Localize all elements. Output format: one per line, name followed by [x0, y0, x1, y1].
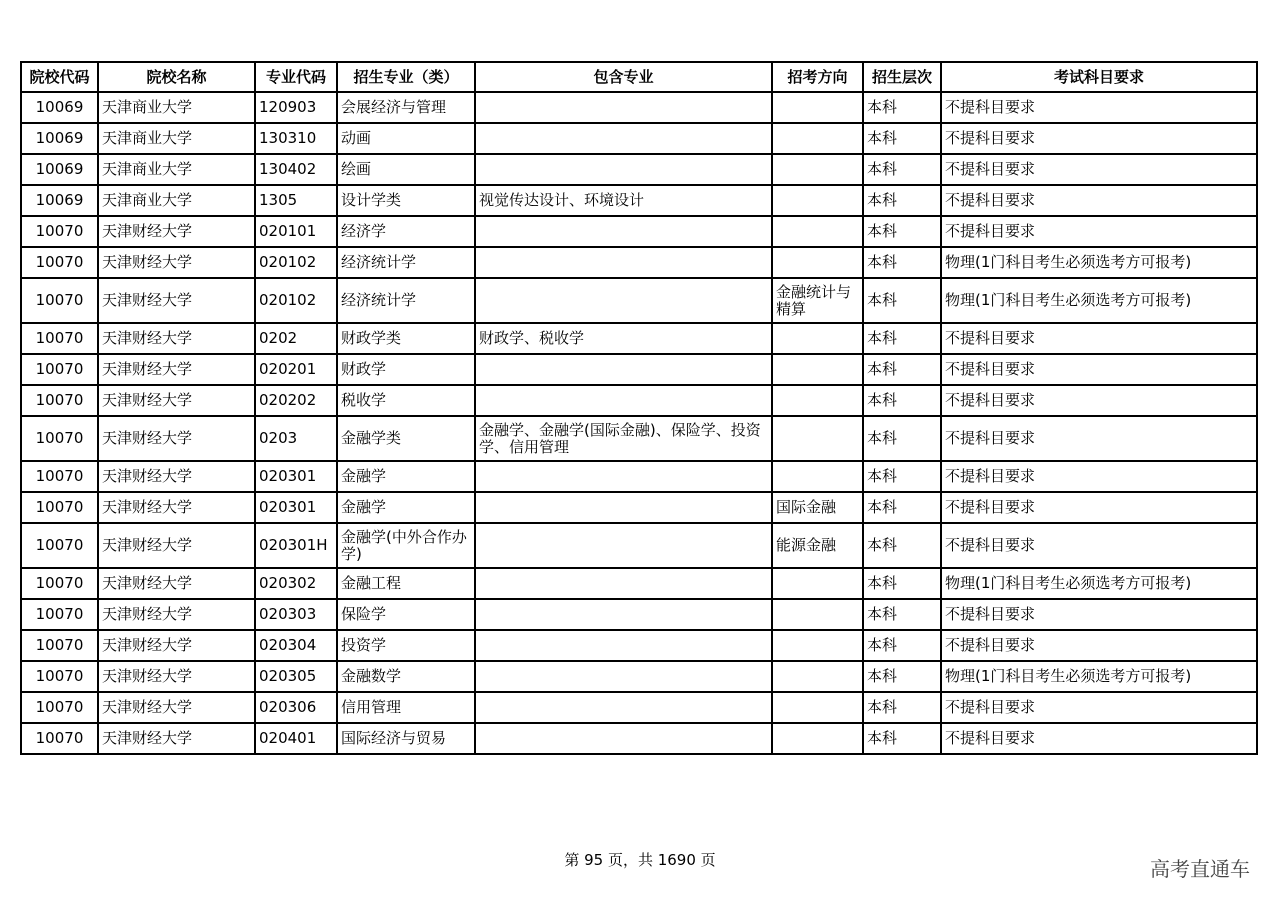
cell-major: 动画 [337, 123, 475, 154]
cell-level: 本科 [863, 185, 941, 216]
cell-level: 本科 [863, 154, 941, 185]
cell-school-code: 10070 [21, 599, 98, 630]
cell-requirement: 不提科目要求 [941, 323, 1257, 354]
cell-requirement: 不提科目要求 [941, 185, 1257, 216]
cell-major-code: 020301 [255, 492, 337, 523]
cell-level: 本科 [863, 416, 941, 461]
cell-direction [772, 568, 863, 599]
cell-requirement: 不提科目要求 [941, 354, 1257, 385]
cell-school-name: 天津财经大学 [98, 247, 255, 278]
cell-school-name: 天津商业大学 [98, 185, 255, 216]
cell-major-code: 020102 [255, 247, 337, 278]
cell-level: 本科 [863, 568, 941, 599]
cell-level: 本科 [863, 599, 941, 630]
cell-requirement: 不提科目要求 [941, 385, 1257, 416]
cell-major-code: 020202 [255, 385, 337, 416]
cell-direction [772, 247, 863, 278]
table-row [21, 323, 1257, 354]
cell-school-name: 天津财经大学 [98, 354, 255, 385]
cell-included-majors: 视觉传达设计、环境设计 [475, 185, 772, 216]
cell-major-code: 020304 [255, 630, 337, 661]
header-major-code: 专业代码 [255, 62, 337, 92]
cell-school-name: 天津财经大学 [98, 278, 255, 323]
cell-requirement: 不提科目要求 [941, 492, 1257, 523]
cell-included-majors [475, 568, 772, 599]
cell-requirement: 不提科目要求 [941, 123, 1257, 154]
cell-direction [772, 216, 863, 247]
cell-requirement: 不提科目要求 [941, 523, 1257, 568]
cell-level: 本科 [863, 461, 941, 492]
cell-included-majors [475, 523, 772, 568]
cell-school-code: 10070 [21, 278, 98, 323]
cell-major-code: 0202 [255, 323, 337, 354]
cell-major: 金融学类 [337, 416, 475, 461]
cell-school-name: 天津财经大学 [98, 216, 255, 247]
table-header [21, 62, 1257, 92]
cell-major: 金融学 [337, 492, 475, 523]
cell-direction [772, 630, 863, 661]
cell-level: 本科 [863, 630, 941, 661]
table-body [21, 92, 1257, 754]
cell-major-code: 020305 [255, 661, 337, 692]
cell-level: 本科 [863, 692, 941, 723]
cell-included-majors [475, 461, 772, 492]
cell-direction [772, 123, 863, 154]
cell-direction: 能源金融 [772, 523, 863, 568]
cell-major-code: 020301 [255, 461, 337, 492]
cell-requirement: 不提科目要求 [941, 599, 1257, 630]
table-row [21, 416, 1257, 461]
cell-school-name: 天津财经大学 [98, 416, 255, 461]
header-school-name: 院校名称 [98, 62, 255, 92]
table-row [21, 661, 1257, 692]
cell-direction [772, 154, 863, 185]
cell-school-code: 10070 [21, 723, 98, 754]
cell-major-code: 020101 [255, 216, 337, 247]
cell-school-name: 天津财经大学 [98, 568, 255, 599]
cell-included-majors [475, 247, 772, 278]
cell-major: 绘画 [337, 154, 475, 185]
cell-level: 本科 [863, 385, 941, 416]
cell-requirement: 不提科目要求 [941, 692, 1257, 723]
header-school-code: 院校代码 [21, 62, 98, 92]
cell-major: 税收学 [337, 385, 475, 416]
cell-included-majors [475, 661, 772, 692]
cell-included-majors [475, 630, 772, 661]
cell-school-code: 10070 [21, 568, 98, 599]
cell-requirement: 不提科目要求 [941, 461, 1257, 492]
cell-included-majors [475, 216, 772, 247]
cell-major: 国际经济与贸易 [337, 723, 475, 754]
cell-level: 本科 [863, 492, 941, 523]
table-row [21, 723, 1257, 754]
header-row [21, 62, 1257, 92]
cell-included-majors [475, 385, 772, 416]
cell-major: 财政学类 [337, 323, 475, 354]
cell-major: 经济学 [337, 216, 475, 247]
cell-direction [772, 416, 863, 461]
cell-school-code: 10070 [21, 661, 98, 692]
cell-included-majors [475, 492, 772, 523]
cell-direction: 金融统计与精算 [772, 278, 863, 323]
cell-school-name: 天津财经大学 [98, 461, 255, 492]
page-number: 第 95 页，共 1690 页 [564, 851, 716, 869]
cell-major-code: 120903 [255, 92, 337, 123]
cell-major-code: 130310 [255, 123, 337, 154]
cell-school-name: 天津财经大学 [98, 630, 255, 661]
cell-direction [772, 185, 863, 216]
cell-included-majors [475, 723, 772, 754]
cell-direction [772, 354, 863, 385]
table-row [21, 385, 1257, 416]
cell-school-code: 10069 [21, 154, 98, 185]
cell-school-code: 10070 [21, 354, 98, 385]
header-included-majors: 包含专业 [475, 62, 772, 92]
table-row [21, 247, 1257, 278]
table-row [21, 599, 1257, 630]
cell-level: 本科 [863, 123, 941, 154]
cell-school-code: 10070 [21, 461, 98, 492]
cell-level: 本科 [863, 661, 941, 692]
cell-school-name: 天津商业大学 [98, 92, 255, 123]
cell-requirement: 不提科目要求 [941, 216, 1257, 247]
table-row [21, 216, 1257, 247]
cell-major: 金融工程 [337, 568, 475, 599]
cell-major-code: 020302 [255, 568, 337, 599]
cell-requirement: 物理(1门科目考生必须选考方可报考) [941, 247, 1257, 278]
cell-school-code: 10069 [21, 92, 98, 123]
cell-direction [772, 723, 863, 754]
cell-included-majors [475, 278, 772, 323]
cell-school-code: 10070 [21, 416, 98, 461]
cell-requirement: 物理(1门科目考生必须选考方可报考) [941, 568, 1257, 599]
cell-school-name: 天津财经大学 [98, 323, 255, 354]
cell-major: 保险学 [337, 599, 475, 630]
table-row [21, 123, 1257, 154]
cell-school-code: 10070 [21, 323, 98, 354]
cell-included-majors: 财政学、税收学 [475, 323, 772, 354]
table-row [21, 692, 1257, 723]
cell-direction [772, 323, 863, 354]
header-level: 招生层次 [863, 62, 941, 92]
cell-included-majors [475, 599, 772, 630]
cell-major: 会展经济与管理 [337, 92, 475, 123]
cell-school-name: 天津商业大学 [98, 154, 255, 185]
cell-requirement: 不提科目要求 [941, 630, 1257, 661]
cell-school-code: 10070 [21, 247, 98, 278]
cell-included-majors [475, 92, 772, 123]
cell-school-code: 10070 [21, 216, 98, 247]
cell-major-code: 1305 [255, 185, 337, 216]
cell-major-code: 020301H [255, 523, 337, 568]
admission-table [20, 61, 1258, 755]
cell-level: 本科 [863, 278, 941, 323]
table-row [21, 461, 1257, 492]
cell-school-name: 天津财经大学 [98, 692, 255, 723]
table-row [21, 568, 1257, 599]
table-row [21, 492, 1257, 523]
cell-direction [772, 92, 863, 123]
header-requirement: 考试科目要求 [941, 62, 1257, 92]
cell-school-code: 10069 [21, 123, 98, 154]
cell-school-name: 天津财经大学 [98, 661, 255, 692]
cell-major: 金融学 [337, 461, 475, 492]
cell-major: 金融数学 [337, 661, 475, 692]
cell-major-code: 020401 [255, 723, 337, 754]
cell-level: 本科 [863, 92, 941, 123]
cell-major-code: 020201 [255, 354, 337, 385]
cell-school-code: 10069 [21, 185, 98, 216]
cell-major-code: 130402 [255, 154, 337, 185]
cell-level: 本科 [863, 723, 941, 754]
cell-school-code: 10070 [21, 692, 98, 723]
cell-school-code: 10070 [21, 492, 98, 523]
cell-major-code: 020303 [255, 599, 337, 630]
cell-school-code: 10070 [21, 630, 98, 661]
table-row [21, 92, 1257, 123]
cell-included-majors [475, 123, 772, 154]
cell-major-code: 020102 [255, 278, 337, 323]
cell-level: 本科 [863, 323, 941, 354]
cell-school-name: 天津财经大学 [98, 599, 255, 630]
table-row [21, 523, 1257, 568]
cell-included-majors [475, 154, 772, 185]
header-direction: 招考方向 [772, 62, 863, 92]
cell-major-code: 0203 [255, 416, 337, 461]
cell-included-majors [475, 692, 772, 723]
cell-major: 经济统计学 [337, 278, 475, 323]
cell-level: 本科 [863, 216, 941, 247]
cell-level: 本科 [863, 354, 941, 385]
cell-level: 本科 [863, 523, 941, 568]
cell-level: 本科 [863, 247, 941, 278]
cell-direction [772, 692, 863, 723]
cell-major-code: 020306 [255, 692, 337, 723]
table-row [21, 278, 1257, 323]
cell-requirement: 不提科目要求 [941, 154, 1257, 185]
cell-school-name: 天津财经大学 [98, 523, 255, 568]
cell-school-code: 10070 [21, 523, 98, 568]
cell-school-name: 天津财经大学 [98, 385, 255, 416]
cell-requirement: 不提科目要求 [941, 92, 1257, 123]
cell-direction: 国际金融 [772, 492, 863, 523]
cell-direction [772, 661, 863, 692]
cell-included-majors [475, 354, 772, 385]
cell-requirement: 物理(1门科目考生必须选考方可报考) [941, 278, 1257, 323]
cell-major: 金融学(中外合作办学) [337, 523, 475, 568]
cell-major: 设计学类 [337, 185, 475, 216]
cell-direction [772, 385, 863, 416]
table-row [21, 354, 1257, 385]
cell-direction [772, 461, 863, 492]
cell-major: 信用管理 [337, 692, 475, 723]
table-row [21, 185, 1257, 216]
cell-requirement: 物理(1门科目考生必须选考方可报考) [941, 661, 1257, 692]
cell-school-name: 天津商业大学 [98, 123, 255, 154]
cell-direction [772, 599, 863, 630]
table-row [21, 630, 1257, 661]
cell-school-name: 天津财经大学 [98, 723, 255, 754]
table-row [21, 154, 1257, 185]
cell-major: 财政学 [337, 354, 475, 385]
cell-major: 投资学 [337, 630, 475, 661]
header-major: 招生专业（类） [337, 62, 475, 92]
cell-major: 经济统计学 [337, 247, 475, 278]
cell-requirement: 不提科目要求 [941, 416, 1257, 461]
cell-school-name: 天津财经大学 [98, 492, 255, 523]
watermark: 高考直通车 [1150, 857, 1250, 881]
cell-included-majors: 金融学、金融学(国际金融)、保险学、投资学、信用管理 [475, 416, 772, 461]
cell-requirement: 不提科目要求 [941, 723, 1257, 754]
cell-school-code: 10070 [21, 385, 98, 416]
